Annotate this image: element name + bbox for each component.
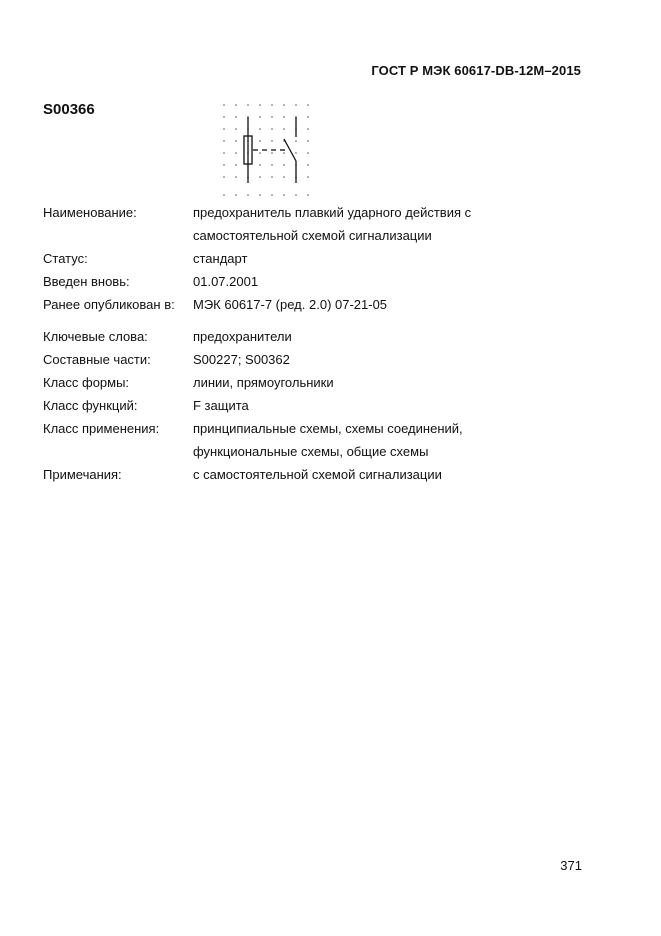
field-value-line: с самостоятельной схемой сигнализации <box>193 467 442 482</box>
field-value-line: принципиальные схемы, схемы соединений, <box>193 421 463 436</box>
grid-dot <box>235 128 237 130</box>
grid-dot <box>271 140 273 142</box>
field-value-line: предохранители <box>193 329 292 344</box>
field-key: Введен вновь: <box>43 274 130 289</box>
grid-dot <box>307 194 309 196</box>
grid-dot <box>283 194 285 196</box>
grid-dot <box>259 176 261 178</box>
grid-dot <box>283 128 285 130</box>
switch-contact <box>284 117 296 183</box>
grid-dot <box>307 152 309 154</box>
grid-dot <box>283 104 285 106</box>
grid-dot <box>271 164 273 166</box>
grid-dot <box>271 116 273 118</box>
grid-dot <box>307 140 309 142</box>
grid-dot <box>259 104 261 106</box>
grid-dot <box>223 176 225 178</box>
field-value-line: линии, прямоугольники <box>193 375 334 390</box>
grid-dot <box>235 152 237 154</box>
grid-dot <box>295 152 297 154</box>
field-value-line: 01.07.2001 <box>193 274 259 289</box>
field-value-line: функциональные схемы, общие схемы <box>193 444 429 459</box>
field-key: Ранее опубликован в: <box>43 297 175 312</box>
fuse-switch-symbol-graphic <box>218 99 318 203</box>
field-value-line: F защита <box>193 398 249 413</box>
field-key: Наименование: <box>43 205 137 220</box>
grid-dot <box>259 194 261 196</box>
grid-dot <box>295 104 297 106</box>
grid-dot <box>223 140 225 142</box>
grid-dot <box>259 116 261 118</box>
grid-dot <box>235 116 237 118</box>
grid-dot <box>223 104 225 106</box>
grid-dot <box>271 194 273 196</box>
grid-dot <box>271 104 273 106</box>
field-key: Класс применения: <box>43 421 160 436</box>
grid-dot <box>307 176 309 178</box>
field-key: Примечания: <box>43 467 122 482</box>
grid-dot <box>307 128 309 130</box>
grid-dot <box>283 176 285 178</box>
grid-dot <box>223 194 225 196</box>
grid-dot <box>259 152 261 154</box>
field-value-line: стандарт <box>193 251 248 266</box>
field-key: Ключевые слова: <box>43 329 148 344</box>
field-key: Класс функций: <box>43 398 138 413</box>
field-value-line: предохранитель плавкий ударного действия с <box>193 205 472 220</box>
grid-dot <box>235 164 237 166</box>
grid-dot <box>235 104 237 106</box>
grid-dot <box>283 152 285 154</box>
grid-dot <box>271 176 273 178</box>
grid-dot <box>259 140 261 142</box>
fuse-symbol <box>244 117 252 183</box>
grid-dot <box>295 140 297 142</box>
grid-dot <box>271 152 273 154</box>
field-value-line: самостоятельной схемой сигнализации <box>193 228 432 243</box>
grid-dot <box>271 128 273 130</box>
grid-dot <box>259 164 261 166</box>
field-value-line: МЭК 60617-7 (ред. 2.0) 07-21-05 <box>193 297 388 312</box>
grid-dot <box>235 176 237 178</box>
grid-dot <box>247 104 249 106</box>
grid-dot <box>307 164 309 166</box>
document-header: ГОСТ Р МЭК 60617-DB-12M–2015 <box>371 63 581 78</box>
grid-dot <box>223 164 225 166</box>
page-number: 371 <box>560 858 582 873</box>
field-key: Класс формы: <box>43 375 130 390</box>
grid-dot <box>223 116 225 118</box>
grid-dot <box>307 104 309 106</box>
field-value-line: S00227; S00362 <box>193 352 290 367</box>
grid-dot <box>223 152 225 154</box>
field-key: Статус: <box>43 251 88 266</box>
symbol-code: S00366 <box>43 101 95 118</box>
grid-dot <box>307 116 309 118</box>
grid-dot <box>295 194 297 196</box>
grid-dot <box>283 116 285 118</box>
grid-dot <box>223 128 225 130</box>
grid-dot <box>235 194 237 196</box>
grid-dot <box>235 140 237 142</box>
grid-dot <box>259 128 261 130</box>
grid-dot <box>247 194 249 196</box>
grid-dot <box>283 164 285 166</box>
field-key: Составные части: <box>43 352 151 367</box>
